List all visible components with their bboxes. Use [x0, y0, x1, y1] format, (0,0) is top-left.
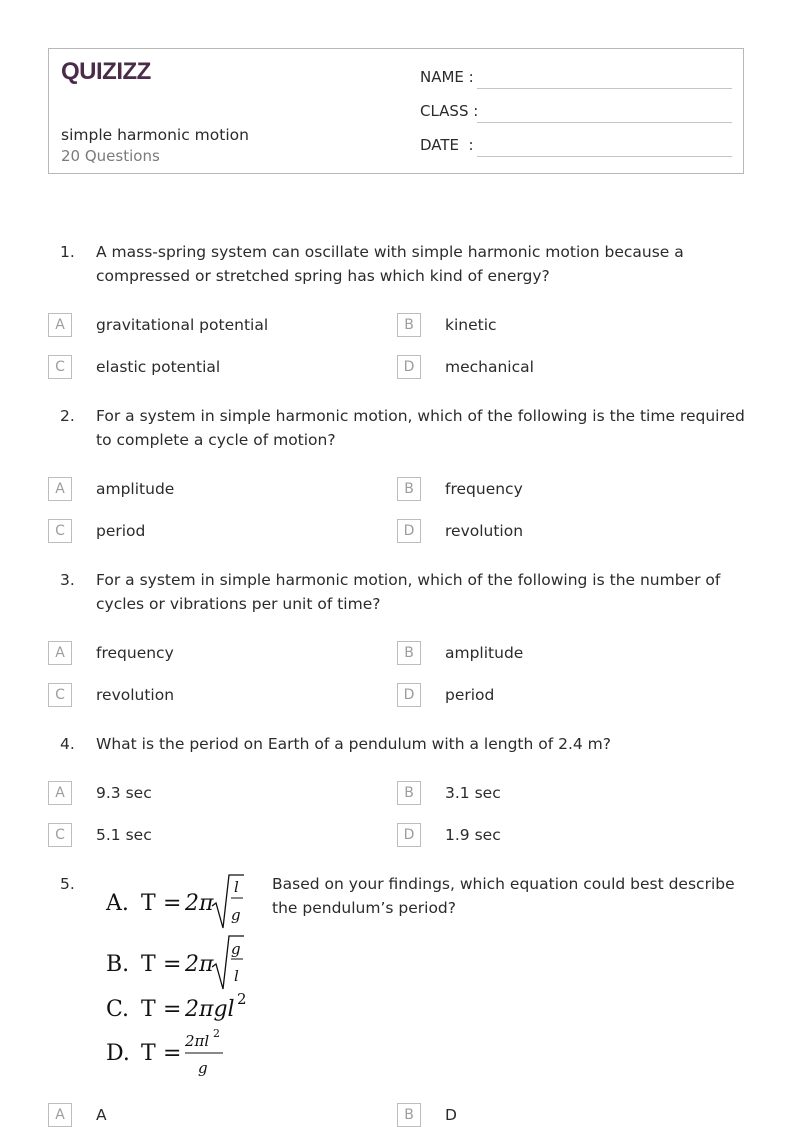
eq-label-d: D. [106, 1041, 130, 1066]
option-text: A [96, 1106, 107, 1124]
option-text: amplitude [445, 644, 524, 662]
question-text: For a system in simple harmonic motion, which of the following is the number of cycles or vibrations per unit of time? [96, 571, 721, 613]
eq-two-pi: 2π [185, 952, 214, 977]
option-letter-box: B [397, 1103, 421, 1127]
option-text: D [445, 1106, 457, 1124]
question-text: Based on your findings, which equation could best describe the pendulum’s period? [272, 875, 735, 917]
option-text: gravitational potential [96, 316, 269, 334]
eq-lhs: T [141, 952, 156, 977]
eq-lhs: T [141, 891, 156, 916]
option-text: kinetic [445, 316, 497, 334]
worksheet-title: simple harmonic motion [61, 126, 249, 144]
option-text: frequency [96, 644, 174, 662]
option-text: amplitude [96, 480, 175, 498]
option-text: elastic potential [96, 358, 221, 376]
option-text: revolution [96, 686, 175, 704]
option-text: 3.1 sec [445, 784, 501, 802]
question-text: A mass-spring system can oscillate with simple harmonic motion because a compressed or stretched spring has which kind of energy? [96, 243, 684, 285]
option-letter-box: D [397, 355, 421, 379]
eq-frac-num: l [234, 878, 239, 896]
eq-equals: = [163, 952, 182, 977]
question-text: What is the period on Earth of a pendulum with a length of 2.4 m? [96, 735, 612, 753]
option-letter-box: B [397, 781, 421, 805]
eq-equals: = [163, 1041, 182, 1066]
option-letter-box: D [397, 823, 421, 847]
option-letter-box: A [48, 641, 72, 665]
eq-frac-den: g [231, 906, 241, 924]
eq-c-exponent: 2 [237, 990, 247, 1008]
question-count: 20 Questions [61, 147, 160, 165]
option-text: period [445, 686, 495, 704]
option-letter-box: D [397, 683, 421, 707]
class-field[interactable] [420, 102, 479, 120]
option-letter-box: C [48, 823, 72, 847]
question-number: 5. [60, 875, 75, 893]
eq-label-a: A. [106, 891, 129, 916]
name-label: NAME : [420, 68, 474, 86]
worksheet-header [48, 48, 744, 174]
eq-frac-num: g [231, 940, 241, 958]
option-letter-box: C [48, 355, 72, 379]
option-letter-box: B [397, 477, 421, 501]
option-text: mechanical [445, 358, 534, 376]
eq-label-b: B. [106, 952, 130, 977]
option-letter-box: A [48, 477, 72, 501]
eq-frac-den: l [234, 967, 239, 985]
eq-lhs: T [141, 1041, 156, 1066]
quizizz-logo: QUIZIZZ [61, 58, 151, 85]
date-line [477, 156, 732, 157]
option-letter-box: A [48, 781, 72, 805]
option-text: frequency [445, 480, 523, 498]
class-label: CLASS : [420, 102, 479, 120]
option-text: 1.9 sec [445, 826, 501, 844]
option-text: 9.3 sec [96, 784, 152, 802]
question-number: 2. [60, 407, 75, 425]
eq-two-pi: 2π [185, 891, 214, 916]
option-letter-box: B [397, 313, 421, 337]
option-letter-box: C [48, 519, 72, 543]
option-text: revolution [445, 522, 524, 540]
option-letter-box: B [397, 641, 421, 665]
eq-c-body: 2πgl [185, 997, 235, 1022]
eq-lhs: T [141, 997, 156, 1022]
eq-d-numerator: 2πl [185, 1032, 210, 1050]
option-letter-box: A [48, 1103, 72, 1127]
question-number: 1. [60, 243, 75, 261]
equation-image [104, 870, 264, 1085]
name-line [477, 88, 732, 89]
option-text: 5.1 sec [96, 826, 152, 844]
date-field[interactable] [420, 136, 476, 154]
eq-label-c: C. [106, 997, 130, 1022]
question-number: 4. [60, 735, 75, 753]
option-letter-box: C [48, 683, 72, 707]
class-line [477, 122, 732, 123]
option-letter-box: A [48, 313, 72, 337]
eq-d-exponent: 2 [213, 1027, 220, 1040]
option-letter-box: D [397, 519, 421, 543]
name-field[interactable] [420, 68, 476, 86]
option-text: period [96, 522, 146, 540]
eq-equals: = [163, 997, 182, 1022]
eq-equals: = [163, 891, 182, 916]
question-text: For a system in simple harmonic motion, which of the following is the time required to complete a cycle of motion? [96, 407, 745, 449]
question-number: 3. [60, 571, 75, 589]
eq-d-denominator: g [198, 1059, 208, 1077]
date-label: DATE : [420, 136, 474, 154]
